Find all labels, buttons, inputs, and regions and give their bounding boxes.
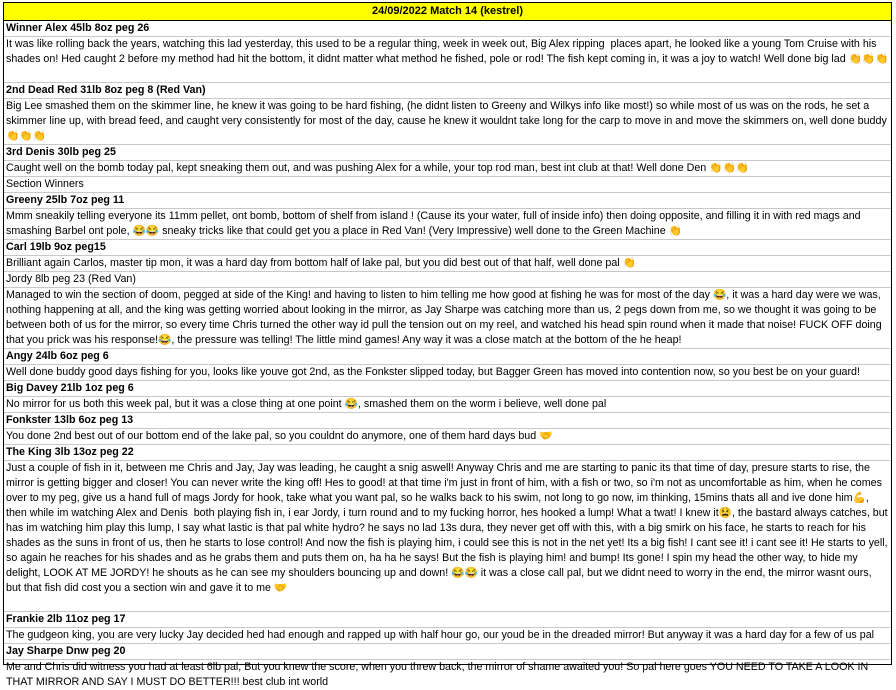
- result-heading: Greeny 25lb 7oz peg 11: [4, 193, 891, 209]
- result-heading: Angy 24lb 6oz peg 6: [4, 349, 891, 365]
- report-paragraph: Managed to win the section of doom, pegged at side of the King! and having to listen to him telling me how good at fishing he was for most of the day 😂, it was a hard day were we was, nothing happening at all, and the king was getting worried about looking in the mirror, as Jay Sharpe was catching more than us, 2 pegs down from me, so we thought it was going to be between both of us for the mirror, so every time Chris turned the other way id pull the tension out on my reel, and watched his head spin round when it made that noise! FUCK OFF doing that you prick was his response!😂, the pressure was telling! The little mind games! Any way it was a close match at the bottom of the he heap!: [4, 288, 891, 349]
- result-heading-2nd: 2nd Dead Red 31lb 8oz peg 8 (Red Van): [4, 83, 891, 99]
- report-paragraph: Caught well on the bomb today pal, kept sneaking them out, and was pushing Alex for a while, your top rod man, best int club at that! Well done Den 👏👏👏: [4, 161, 891, 177]
- result-heading: The King 3lb 13oz peg 22: [4, 445, 891, 461]
- report-paragraph: Big Lee smashed them on the skimmer line, he knew it was going to be hard fishing, (he didnt listen to Greeny and Wilkys info like most!) so while most of us was on the rods, he set a skimmer line up, with bread feed, and caught very consistently for most of the day, cause he knew it wouldnt take long for the carp to move in and move the skimmers on, well done buddy 👏👏👏: [4, 99, 891, 145]
- report-paragraph: Well done buddy good days fishing for you, looks like youve got 2nd, as the Fonkster slipped today, but Bagger Green has moved into contention now, so you best be on your guard!: [4, 365, 891, 381]
- match-title: 24/09/2022 Match 14 (kestrel): [4, 3, 891, 21]
- result-heading: Big Davey 21lb 1oz peg 6: [4, 381, 891, 397]
- match-report-sheet: [3, 2, 892, 688]
- report-paragraph: It was like rolling back the years, watching this lad yesterday, this used to be a regular thing, week in week out, Big Alex ripping places apart, he looked like a young Tom Cruise with his shades on! Hed caught 2 before my method had hit the bottom, it didnt matter what method he fished, pole or rod! The fish kept coming in, it was a joy to watch! Well done big lad 👏👏👏: [4, 37, 891, 83]
- result-line: Jordy 8lb peg 23 (Red Van): [4, 272, 891, 288]
- report-paragraph: Brilliant again Carlos, master tip mon, it was a hard day from bottom half of lake pal, but you did best out of that half, well done pal 👏: [4, 256, 891, 272]
- report-paragraph: Me and Chris did witness you had at least 6lb pal, But you knew the score, when you threw back, the mirror of shame awaited you! So pal here goes YOU NEED TO TAKE A LOOK IN THAT MIRROR AND SAY I MUST DO BETTER!!! best club int world: [6, 661, 871, 688]
- report-paragraph: Just a couple of fish in it, between me Chris and Jay, Jay was leading, he caught a snig aswell! Anyway Chris and me are starting to panic its that time of day, presure starts to rise, the mirror is getting bigger and closer! You can never write the king off! Hes to good! at that time i'm just in front of him, with a fish or two, so i'm not as uncomfortable as him, when he comes over to my peg, give us a hand full of mags Jordy for hook, take what you want pal, so he walks back to his swim, not long to go now, im thinking, 15mins thats all and ive done him💪, then while im watching Alex and Denis both playing fish in, i ear Jordy, i turn round and to my fucking horror, hes hooked a lump! What a twat! I knew it😫, the bastard always catches, but has im watching him play this lump, I say what lastic is that pal white hydro? he says no lad 13s dura, they never get off with this, with a big smirk on his face, he starts to reach for his shades as the suns in front of us, then he starts to lose control! And now the fish is playing him, i could see this is not in the net yet! Its a big fish! I cant see it! i cant see it! He starts to yell, so again he reaches for his shades and as he grabs them and puts them on, ha ha he says! But the fish is playing him! and bump! Its gone! I spin my head the other way, to hide my delight, LOOK AT ME JORDY! he shouts as he can see my shoulders bouncing up and down! 😂😂 it was a close call pal, but we didnt need to worry in the end, the mirror wasnt ours, but that fish did cost you a section win and gave it to me 🤝: [4, 461, 891, 612]
- result-heading: Fonkster 13lb 6oz peg 13: [4, 413, 891, 429]
- report-paragraph: Mmm sneakily telling everyone its 11mm pellet, ont bomb, bottom of shelf from island ! (Cause its your water, full of inside info) then doing opposite, and filling it in with red mags and smashing Barbel ont pole, 😂😂 sneaky tricks like that could get you a place in Red Van! (Very Impressive) well done to the Green Machine 👏: [4, 209, 891, 240]
- report-paragraph: You done 2nd best out of our bottom end of the lake pal, so you couldnt do anymore, one of them hard days bud 🤝: [4, 429, 891, 445]
- section-winners-label: Section Winners: [4, 177, 891, 193]
- result-heading: Carl 19lb 9oz peg15: [4, 240, 891, 256]
- report-paragraph: The gudgeon king, you are very lucky Jay decided hed had enough and rapped up with half hour go, our youd be in the dreaded mirror! But anyway it was a hard day for a few of us pal: [4, 628, 891, 644]
- result-heading: Jay Sharpe Dnw peg 20: [4, 644, 891, 660]
- result-heading-winner: Winner Alex 45lb 8oz peg 26: [4, 21, 891, 37]
- report-paragraph: No mirror for us both this week pal, but it was a close thing at one point 😂, smashed them on the worm i believe, well done pal: [4, 397, 891, 413]
- result-heading: Frankie 2lb 11oz peg 17: [4, 612, 891, 628]
- result-heading-3rd: 3rd Denis 30lb peg 25: [4, 145, 891, 161]
